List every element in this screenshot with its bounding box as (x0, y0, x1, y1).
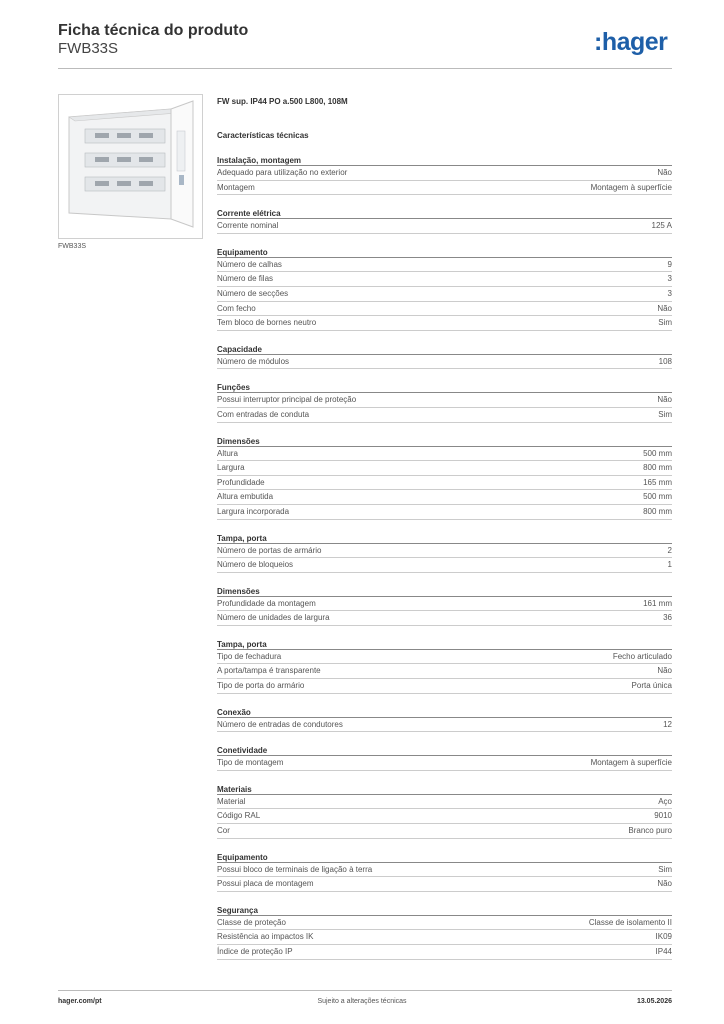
spec-label: Altura embutida (217, 492, 274, 502)
header-divider (58, 68, 672, 69)
spec-label: Número de unidades de largura (217, 613, 330, 623)
spec-section (217, 852, 672, 892)
spec-section (217, 382, 672, 422)
spec-label: Com fecho (217, 303, 256, 313)
spec-row (217, 664, 672, 679)
spec-row (217, 476, 672, 491)
spec-label: Possui interruptor principal de proteção (217, 395, 357, 405)
spec-label: Número de portas de armário (217, 545, 322, 555)
spec-row (217, 272, 672, 287)
spec-section-title: Equipamento (217, 852, 672, 863)
spec-row (217, 679, 672, 694)
spec-row (217, 166, 672, 181)
spec-row (217, 393, 672, 408)
spec-row (217, 611, 672, 626)
distribution-cabinet-illustration (59, 95, 204, 240)
spec-value: 9010 (654, 811, 672, 821)
spec-label: Possui placa de montagem (217, 879, 314, 889)
spec-value: Branco puro (628, 826, 672, 836)
spec-label: Adequado para utilização no exterior (217, 168, 348, 177)
spec-section-title: Capacidade (217, 344, 672, 355)
spec-row (217, 219, 672, 234)
spec-label: Tipo de montagem (217, 758, 284, 768)
spec-value: Sim (658, 864, 672, 874)
spec-label: Largura (217, 463, 245, 473)
spec-value: 800 mm (643, 506, 672, 516)
spec-row (217, 258, 672, 273)
spec-row (217, 558, 672, 573)
spec-label: Resistência ao impactos IK (217, 932, 314, 942)
spec-value: 108 (658, 356, 672, 366)
spec-row (217, 544, 672, 559)
spec-value: Porta única (631, 681, 672, 691)
spec-value: 1 (667, 560, 672, 570)
spec-label: Com entradas de conduta (217, 409, 310, 419)
product-code: FWB33S (58, 40, 119, 57)
spec-row (217, 877, 672, 892)
spec-value: Aço (658, 796, 672, 806)
spec-row (217, 597, 672, 612)
product-image (58, 94, 203, 239)
footer-notice: Sujeito a alterações técnicas (317, 998, 407, 1005)
spec-value: Não (657, 168, 672, 177)
spec-row (217, 316, 672, 331)
spec-row (217, 863, 672, 878)
spec-value: 36 (663, 613, 672, 623)
spec-label: Possui bloco de terminais de ligação à terra (217, 864, 373, 874)
spec-label: Tem bloco de bornes neutro (217, 318, 317, 328)
spec-label: Altura (217, 448, 238, 458)
spec-label: Índice de proteção IP (217, 947, 293, 956)
spec-row (217, 181, 672, 196)
spec-label: Código RAL (217, 811, 261, 821)
spec-row (217, 945, 672, 960)
spec-section-title: Segurança (217, 905, 672, 916)
spec-section-title: Materiais (217, 784, 672, 795)
spec-section (217, 707, 672, 733)
spec-section (217, 208, 672, 234)
spec-section (217, 533, 672, 573)
spec-section-title: Equipamento (217, 247, 672, 258)
spec-value: 12 (663, 719, 672, 729)
spec-label: Número de bloqueios (217, 560, 294, 570)
page-header (58, 22, 248, 58)
spec-label: Profundidade (217, 477, 265, 487)
spec-section-title: Dimensões (217, 586, 672, 597)
spec-row (217, 718, 672, 733)
spec-section (217, 247, 672, 331)
spec-section (217, 784, 672, 839)
spec-value: Fecho articulado (612, 651, 672, 661)
spec-section-title: Conexão (217, 707, 672, 718)
spec-row (217, 490, 672, 505)
spec-label: Classe de proteção (217, 917, 286, 927)
spec-value: 125 A (651, 221, 672, 231)
spec-row (217, 461, 672, 476)
spec-section-title: Corrente elétrica (217, 208, 672, 219)
spec-row (217, 756, 672, 771)
spec-value: 800 mm (643, 463, 672, 473)
spec-label: Profundidade da montagem (217, 598, 316, 608)
spec-value: Não (657, 666, 672, 676)
spec-value: 500 mm (643, 448, 672, 458)
spec-value: 500 mm (643, 492, 672, 502)
spec-value: Classe de isolamento II (588, 917, 672, 927)
spec-label: A porta/tampa é transparente (217, 666, 321, 676)
spec-section-title: Instalação, montagem (217, 155, 672, 166)
spec-label: Tipo de porta do armário (217, 681, 305, 691)
spec-value: Não (657, 395, 672, 405)
spec-section (217, 436, 672, 520)
footer-website[interactable]: hager.com/pt (58, 998, 102, 1005)
spec-row (217, 408, 672, 423)
spec-row (217, 930, 672, 945)
spec-label: Corrente nominal (217, 221, 279, 231)
spec-section (217, 639, 672, 694)
footer-date: 13.05.2026 (636, 998, 672, 1005)
spec-section (217, 745, 672, 771)
spec-row (217, 505, 672, 520)
spec-label: Número de módulos (217, 356, 290, 366)
spec-section-title: Tampa, porta (217, 533, 672, 544)
spec-value: Não (657, 879, 672, 889)
spec-label: Tipo de fechadura (217, 651, 282, 661)
spec-row (217, 795, 672, 810)
product-name: FW sup. IP44 PO a.500 L800, 108M (217, 97, 348, 106)
spec-row (217, 824, 672, 839)
spec-label: Cor (217, 826, 230, 836)
spec-section-title: Funções (217, 382, 672, 393)
spec-label: Montagem (217, 182, 255, 192)
spec-label: Material (217, 796, 246, 806)
hager-logo: :hager (594, 28, 668, 56)
spec-value: Montagem à superfície (590, 758, 672, 768)
spec-row (217, 302, 672, 317)
spec-section (217, 344, 672, 370)
spec-label: Largura incorporada (217, 506, 290, 516)
spec-row (217, 447, 672, 462)
spec-value: IP44 (655, 947, 672, 956)
spec-value: Montagem à superfície (590, 182, 672, 192)
spec-row (217, 916, 672, 931)
spec-row (217, 355, 672, 370)
spec-value: 2 (667, 545, 672, 555)
page-title: Ficha técnica do produto (58, 22, 249, 39)
footer-divider (58, 990, 672, 991)
spec-value: Sim (658, 318, 672, 328)
tech-heading: Características técnicas (217, 131, 309, 140)
spec-section-title: Dimensões (217, 436, 672, 447)
spec-label: Número de secções (217, 288, 289, 298)
spec-section-title: Tampa, porta (217, 639, 672, 650)
product-image-caption: FWB33S (58, 243, 87, 250)
spec-sections (217, 155, 672, 960)
spec-content (217, 96, 672, 960)
spec-row (217, 809, 672, 824)
spec-section (217, 586, 672, 626)
spec-section (217, 155, 672, 195)
spec-value: Sim (658, 409, 672, 419)
spec-row (217, 287, 672, 302)
spec-value: IK09 (655, 932, 672, 942)
spec-section (217, 905, 672, 960)
spec-label: Número de entradas de condutores (217, 719, 343, 729)
spec-value: 165 mm (643, 477, 672, 487)
spec-label: Número de filas (217, 274, 274, 284)
spec-value: Não (657, 303, 672, 313)
spec-value: 9 (667, 259, 672, 269)
spec-value: 3 (667, 274, 672, 284)
spec-section-title: Conetividade (217, 745, 672, 756)
spec-value: 161 mm (643, 598, 672, 608)
spec-label: Número de calhas (217, 259, 282, 269)
spec-value: 3 (667, 288, 672, 298)
spec-row (217, 650, 672, 665)
